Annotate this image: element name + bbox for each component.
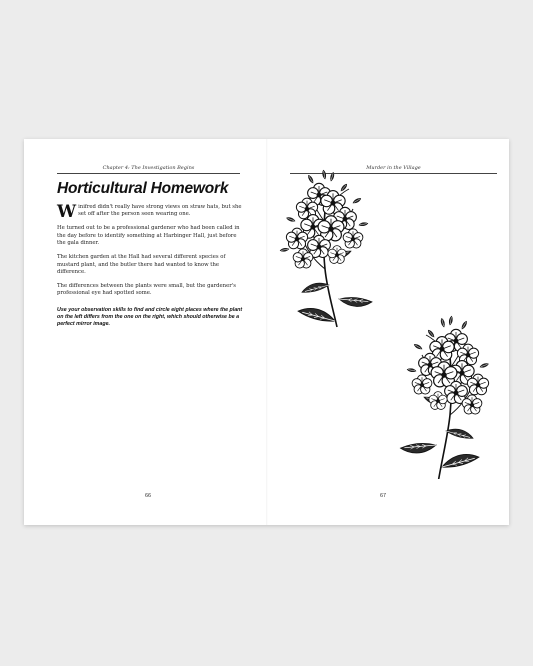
right-page [267, 139, 509, 525]
left-page-number: 66 [145, 493, 152, 499]
upper-plant [280, 170, 372, 335]
paragraph-1 [57, 202, 243, 222]
body-text [57, 204, 243, 335]
paragraph-3: The kitchen garden at the Hall had several different species of mustard plant, and the butler there had wanted to know the difference. [57, 254, 226, 276]
right-running-head: Murder in the Village [290, 165, 497, 174]
left-page [24, 139, 266, 525]
drop-cap: W [57, 202, 77, 222]
page-title: Horticultural Homework [57, 180, 229, 197]
puzzle-instruction: Use your observation skills to find and circle eight places where the plant on the left differs from the one on the right, which should otherwise be a perfect mirror image. [57, 306, 243, 328]
paragraph-2: He turned out to be a professional gardener who had been called in the day before to identify something at Harbinger Hall, just before the gala dinner. [57, 225, 240, 247]
right-page-number: 67 [380, 493, 387, 499]
left-running-head: Chapter 4: The Investigation Begins [57, 165, 240, 174]
book-spread [24, 139, 509, 525]
paragraph-1-text: inifred didn't really have strong views on straw hats, but she set off after the person seen wearing one. [78, 204, 242, 218]
flowering-plant-illustration [267, 139, 509, 479]
lower-plant [400, 316, 488, 479]
paragraph-4: The differences between the plants were small, but the gardener's professional eye had spotted some. [57, 283, 236, 297]
